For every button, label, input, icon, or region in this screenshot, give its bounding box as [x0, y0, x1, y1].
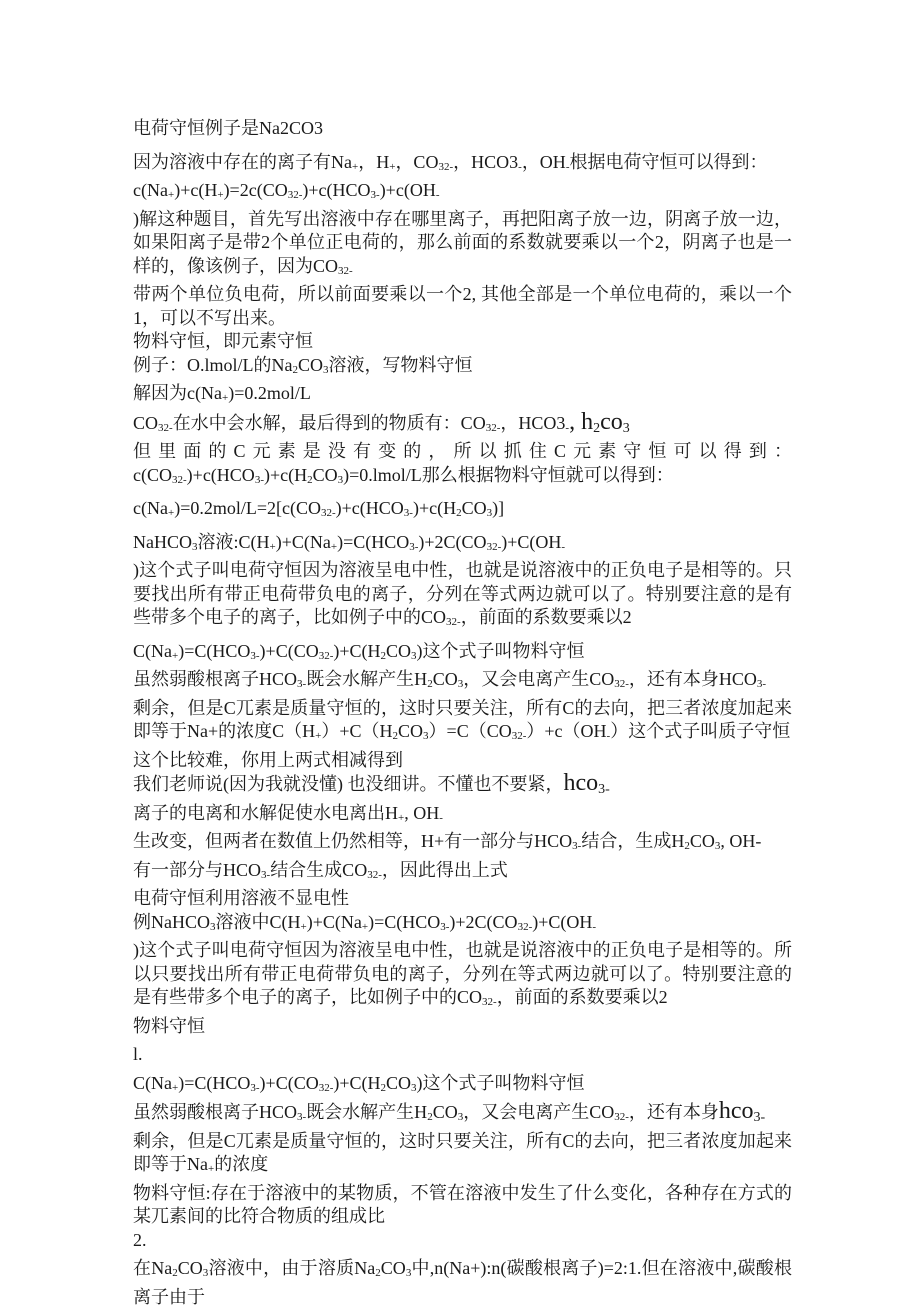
- subscript-run: +: [300, 920, 307, 933]
- text-run: C(Na: [133, 1072, 172, 1093]
- text-run: 我们老师说(因为我就没懂) 也没细讲。不懂也不要紧，: [133, 774, 564, 794]
- subscript-run: 32-: [318, 649, 334, 662]
- subscript-run: +: [172, 649, 179, 662]
- subscript-run: 3-: [753, 1110, 766, 1125]
- paragraph: [133, 1043, 792, 1067]
- subscript-run: 32-: [158, 421, 173, 434]
- subscript-run: 2: [292, 363, 298, 376]
- paragraph: [133, 668, 792, 697]
- text-run: 物料守恒:存在于溶液中的某物质，不管在溶液中发生了什么变化，各种存在方式的某兀素间的比符合物质的组成比: [133, 1182, 792, 1226]
- paragraph: [133, 749, 792, 773]
- subscript-run: 2: [427, 678, 433, 690]
- subscript-run: 3: [405, 1267, 412, 1279]
- subscript-run: -: [565, 160, 570, 173]
- text-run: )+c(H: [174, 180, 218, 200]
- subscript-run: -: [518, 160, 522, 173]
- text-run: ，CO: [395, 151, 439, 172]
- text-run: ，H: [358, 151, 390, 172]
- text-run: )+c(OH: [379, 180, 436, 200]
- paragraph: [133, 1015, 792, 1039]
- text-run: 虽然弱酸根离子HCO: [133, 1102, 298, 1122]
- text-run: co: [600, 408, 623, 435]
- paragraph: [133, 911, 792, 940]
- subscript-run: 32-: [614, 1111, 629, 1123]
- paragraph: [133, 1182, 792, 1229]
- subscript-run: 32-: [517, 920, 533, 933]
- paragraph: [133, 939, 792, 1015]
- subscript-run: 2: [392, 730, 399, 742]
- text-run: 带两个单位负电荷，所以前面要乘以一个2, 其他全部是一个单位电荷的，乘以一个1，可以不写出来。: [133, 284, 792, 328]
- text-run: hco: [718, 1098, 754, 1124]
- text-run: )=2c(CO: [223, 180, 288, 200]
- subscript-run: 3-: [440, 920, 450, 933]
- text-run: CO: [689, 831, 715, 851]
- text-run: CO: [380, 1258, 406, 1278]
- text-run: l.: [133, 1044, 143, 1064]
- subscript-run: 3: [457, 678, 464, 690]
- text-run: )这个式子叫电荷守恒因为溶液呈电中性，也就是说溶液中的正负电子是相等的。只要找出所有带正电荷带负电的离子，分列在等式两边就可以了。特别要注意的是有些带多个电子的离子，比如例子中的CO: [133, 560, 792, 627]
- text-run: )这个式子叫电荷守恒因为溶液呈电中性，也就是说溶液中的正负电子是相等的。所以只要找出所有带正电荷带负电的离子，分列在等式两边就可以了。特别要注意的是有些带多个电子的离子，比如例子中的CO: [133, 940, 792, 1007]
- text-run: 例子：O.lmol/L的Na: [133, 354, 293, 375]
- paragraph: [133, 354, 792, 383]
- subscript-run: 3-: [572, 840, 582, 852]
- subscript-run: 3-: [370, 189, 380, 201]
- text-run: 结合生成CO: [270, 859, 368, 880]
- subscript-run: 3-: [261, 868, 271, 881]
- paragraph: [133, 887, 792, 911]
- document-content: [133, 117, 792, 1309]
- text-run: 中,n(Na+):n(碳酸根离子)=2:1.但在溶液中,碳酸根离子由于: [133, 1258, 792, 1307]
- subscript-run: 3: [192, 540, 198, 553]
- subscript-run: 2: [427, 1111, 433, 1123]
- text-run: )+2C(CO: [418, 531, 487, 552]
- subscript-run: +: [172, 1081, 179, 1094]
- subscript-run: 32-: [320, 507, 336, 519]
- text-run: CO: [133, 412, 159, 433]
- paragraph: [133, 117, 792, 141]
- text-run: 电荷守恒例子是Na2CO3: [133, 118, 323, 138]
- subscript-run: 3: [411, 1081, 417, 1094]
- text-run: 但里面的C元素是没有变的，所以抓住C元素守恒可以得到：c(CO: [133, 441, 792, 485]
- paragraph: [133, 1130, 792, 1182]
- subscript-run: 32-: [367, 868, 382, 881]
- text-run: CO: [298, 354, 324, 375]
- text-run: ，前面的系数要乘以2: [496, 987, 668, 1007]
- paragraph: [133, 830, 792, 859]
- paragraph: [133, 559, 792, 635]
- text-run: )=0.lmol/L那么根据物料守恒就可以得到：: [343, 464, 674, 485]
- text-run: 剩余，但是C兀素是质量守恒的，这时只要关注，所有C的去向，把三者浓度加起来即等于Na: [133, 1130, 792, 1174]
- subscript-run: +: [389, 160, 396, 173]
- subscript-run: -: [561, 540, 566, 553]
- text-run: 虽然弱酸根离子HCO: [133, 669, 298, 689]
- text-run: ）=C（CO: [428, 721, 512, 741]
- subscript-run: +: [330, 540, 338, 553]
- text-run: , OH: [404, 802, 440, 823]
- paragraph: [133, 1257, 792, 1309]
- text-run: ，又会电离产生CO: [463, 1102, 615, 1122]
- subscript-run: 32-: [172, 473, 187, 486]
- text-run: )=0.2mol/L=2[c(CO: [174, 498, 321, 518]
- text-run: 离子的电离和水解促使水电离出H: [133, 802, 398, 823]
- paragraph: [133, 440, 792, 492]
- subscript-run: +: [208, 1163, 215, 1175]
- text-run: ，HCO3: [453, 151, 519, 172]
- text-run: )=C(HCO: [178, 1072, 251, 1093]
- text-run: 物料守恒: [133, 1015, 205, 1036]
- text-run: 既会水解产生H: [306, 669, 428, 689]
- text-run: )+c(H: [263, 464, 308, 485]
- text-run: )]: [492, 498, 505, 518]
- text-run: 因为溶液中存在的离子有Na: [133, 151, 352, 172]
- text-run: CO: [398, 721, 424, 741]
- text-run: c(Na: [133, 498, 168, 518]
- subscript-run: 32-: [511, 730, 527, 742]
- subscript-run: 3: [323, 363, 329, 376]
- subscript-run: 2: [380, 1081, 387, 1094]
- text-run: ，还有本身HCO: [628, 669, 757, 689]
- subscript-run: +: [221, 392, 229, 404]
- subscript-run: 32-: [438, 160, 454, 173]
- subscript-run: -: [435, 189, 440, 201]
- text-run: ，HCO3: [500, 412, 566, 433]
- paragraph: [133, 1072, 792, 1101]
- text-run: )+C(H: [333, 1072, 381, 1093]
- text-run: )+C(CO: [259, 640, 319, 661]
- paragraph: [133, 859, 792, 888]
- subscript-run: 3: [423, 730, 429, 742]
- subscript-run: 2: [684, 840, 690, 852]
- text-run: ，前面的系数要乘以2: [460, 607, 632, 627]
- text-run: CO: [386, 1072, 412, 1093]
- subscript-run: 3: [210, 920, 216, 933]
- text-run: ，还有本身: [628, 1102, 719, 1122]
- text-run: 结合，生成H: [581, 831, 685, 851]
- paragraph: [133, 179, 792, 208]
- subscript-run: -: [592, 920, 597, 933]
- subscript-run: 2: [380, 649, 387, 662]
- subscript-run: -: [439, 811, 443, 824]
- text-run: )+C(Na: [275, 531, 331, 552]
- paragraph: [133, 208, 792, 284]
- subscript-run: 3-: [403, 507, 413, 519]
- subscript-run: 3: [457, 1111, 464, 1123]
- text-run: )=C(HCO: [337, 531, 410, 552]
- subscript-run: 3: [622, 420, 630, 436]
- subscript-run: +: [167, 189, 175, 201]
- text-run: ）+C（H: [321, 721, 393, 741]
- subscript-run: 32-: [486, 540, 502, 553]
- text-run: 这个比较难，你用上两式相减得到: [133, 749, 403, 770]
- subscript-run: 3-: [756, 678, 767, 690]
- text-run: 在水中会水解，最后得到的物质有：CO: [172, 412, 486, 433]
- text-run: )+2C(CO: [449, 911, 518, 932]
- text-run: 例NaHCO: [133, 911, 210, 932]
- text-run: NaHCO: [133, 531, 192, 552]
- subscript-run: +: [398, 811, 405, 824]
- subscript-run: 3-: [598, 782, 610, 797]
- text-run: 在Na: [133, 1258, 173, 1278]
- text-run: )+c(H: [412, 498, 457, 518]
- text-run: 剩余，但是C兀素是质量守恒的，这时只要关注，所有C的去向，把三者浓度加起来即等于Na+的浓度C（H: [133, 697, 792, 741]
- text-run: )+C(H: [333, 640, 381, 661]
- text-run: )这个式子叫物料守恒: [416, 1072, 585, 1093]
- text-run: 既会水解产生H: [306, 1102, 428, 1122]
- paragraph: [133, 697, 792, 749]
- text-run: 2.: [133, 1229, 147, 1250]
- subscript-run: 32-: [338, 264, 353, 277]
- paragraph: [133, 772, 792, 802]
- paragraph: [133, 283, 792, 330]
- text-run: 溶液:C(H: [197, 531, 270, 552]
- subscript-run: 32-: [318, 1081, 334, 1094]
- subscript-run: +: [352, 160, 359, 173]
- text-run: )这个式子叫物料守恒: [416, 640, 585, 661]
- paragraph: [133, 382, 792, 411]
- text-run: )+c(HCO: [186, 464, 255, 485]
- text-run: , h: [569, 408, 594, 435]
- subscript-run: 3: [714, 840, 721, 852]
- subscript-run: -: [565, 421, 570, 434]
- text-run: 溶液中，由于溶质Na: [208, 1258, 376, 1278]
- paragraph: [133, 802, 792, 831]
- subscript-run: 32-: [287, 189, 303, 201]
- text-run: )+C(OH: [532, 911, 593, 932]
- text-run: ，因此得出上式: [381, 859, 508, 880]
- text-run: 根据电荷守恒可以得到：: [569, 151, 768, 172]
- subscript-run: 3-: [409, 540, 419, 553]
- paragraph: [133, 408, 792, 441]
- text-run: ）+c（OH: [526, 721, 607, 741]
- subscript-run: 2: [307, 473, 313, 486]
- text-run: 溶液，写物料守恒: [328, 354, 473, 375]
- text-run: CO: [312, 464, 338, 485]
- text-run: 的浓度: [214, 1154, 269, 1174]
- text-run: CO: [432, 669, 458, 689]
- subscript-run: 2: [456, 507, 462, 519]
- text-run: 物料守恒，即元素守恒: [133, 331, 313, 351]
- paragraph: [133, 151, 792, 180]
- text-run: CO: [386, 640, 412, 661]
- text-run: 溶液中C(H: [215, 911, 301, 932]
- text-run: 解因为c(Na: [133, 383, 222, 403]
- paragraph: [133, 497, 792, 526]
- subscript-run: +: [167, 507, 175, 519]
- subscript-run: 3: [411, 649, 417, 662]
- subscript-run: +: [269, 540, 276, 553]
- subscript-run: 32-: [614, 678, 629, 690]
- text-run: CO: [432, 1102, 458, 1122]
- text-run: )+c(HCO: [335, 498, 404, 518]
- text-run: )=0.2mol/L: [228, 383, 311, 403]
- text-run: CO: [461, 498, 487, 518]
- subscript-run: 2: [375, 1267, 381, 1279]
- text-run: c(Na: [133, 180, 168, 200]
- subscript-run: 3: [202, 1267, 209, 1279]
- subscript-run: 2: [593, 420, 601, 436]
- subscript-run: 3-: [250, 649, 260, 662]
- text-run: )解这种题目，首先写出溶液中存在哪里离子，再把阳离子放一边，阴离子放一边，如果阳离子是带2个单位正电荷的，那么前面的系数就要乘以一个2，阴离子也是一样的，像该例子，因为CO: [133, 208, 792, 276]
- text-run: hco: [563, 770, 599, 796]
- text-run: 有一部分与HCO: [133, 859, 262, 880]
- text-run: )+C(CO: [259, 1072, 319, 1093]
- text-run: ）这个式子叫质子守恒: [610, 721, 791, 741]
- text-run: )+C(OH: [501, 531, 562, 552]
- subscript-run: 3-: [297, 1111, 307, 1123]
- text-run: , OH-: [720, 831, 762, 851]
- subscript-run: 3: [486, 507, 493, 519]
- paragraph: [133, 531, 792, 560]
- subscript-run: 2: [172, 1267, 178, 1279]
- subscript-run: 32-: [446, 616, 461, 628]
- text-run: )+C(Na: [306, 911, 362, 932]
- text-run: 生改变，但两者在数值上仍然相等，H+有一部分与HCO: [133, 831, 573, 851]
- subscript-run: +: [361, 920, 369, 933]
- subscript-run: 3-: [254, 473, 264, 486]
- paragraph: [133, 330, 792, 354]
- text-run: )+c(HCO: [302, 180, 371, 200]
- subscript-run: 3-: [250, 1081, 260, 1094]
- paragraph: [133, 1100, 792, 1130]
- text-run: ，OH: [521, 151, 566, 172]
- text-run: 电荷守恒利用溶液不显电性: [133, 888, 349, 908]
- subscript-run: +: [217, 189, 224, 201]
- subscript-run: 3-: [297, 678, 307, 690]
- subscript-run: 3: [337, 473, 344, 486]
- paragraph: [133, 640, 792, 669]
- subscript-run: -: [606, 730, 611, 742]
- text-run: CO: [177, 1258, 203, 1278]
- subscript-run: 32-: [482, 996, 497, 1008]
- subscript-run: +: [315, 730, 322, 742]
- text-run: )=C(HCO: [178, 640, 251, 661]
- paragraph: [133, 1229, 792, 1253]
- text-run: )=C(HCO: [368, 911, 441, 932]
- subscript-run: 32-: [485, 421, 501, 434]
- text-run: ，又会电离产生CO: [463, 669, 615, 689]
- text-run: C(Na: [133, 640, 172, 661]
